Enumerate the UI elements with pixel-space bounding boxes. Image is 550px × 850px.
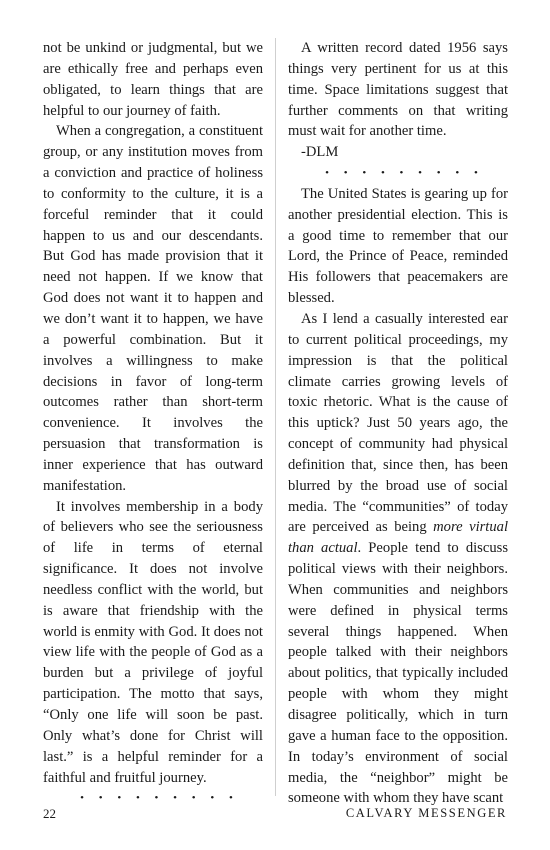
right-paragraph-2: The United States is gearing up for another presidential election. This is a good time to remember that our Lord, the Prince of Peace, reminded His followers that peacemakers are blessed.: [288, 185, 508, 307]
right-paragraph-1: A written record dated 1956 says things very pertinent for us at this time. Space limitations suggest that further comments on that writing must wait for another time.: [288, 40, 508, 140]
page-number: 22: [43, 806, 56, 821]
right-paragraph-3-text-a: As I lend a casually interested ear to current political proceedings, my impression is that the political climate carries growing levels of toxic rhetoric. What is the cause of this uptick? Just 50 years ago, the concept of community had physical definition that, since then, has been blurred by the broad use of social media. The “communities” of today are perceived as being: [288, 310, 508, 536]
right-paragraph-3-emphasis: more virtual than actual: [288, 519, 509, 557]
right-column: [288, 38, 508, 809]
publication-title: CALVARY MESSENGER: [345, 806, 507, 820]
left-paragraph-2: When a congregation, a constituent group, or any institution moves from a conviction and practice of holiness to conformity to the culture, it is a forceful reminder that it could happen to us and our descendants. But God has made provision that it need not happen. If we know that God does not want it to happen and we don’t want it to happen, we have a powerful combination. But it involves a willingness to make decisions in favor of long-term outcomes rather than short-term convenience. It involves the persuasion that transformation is inner experience that has outward manifestation.: [43, 123, 263, 494]
section-divider-dots: • • • • • • • • •: [325, 167, 484, 180]
left-column: [43, 38, 263, 809]
author-signature: -DLM: [301, 144, 339, 161]
right-paragraph-3-text-b: . People tend to discuss political views with their neighbors. When communities and neighbors were defined in physical terms several things happened. When people talked with their neighbors about politics, that typically included people with whom they might disagree politically, which in turn gave a human face to the opposition. In today’s environment of social media, the “neighbor” might be someone with whom they have scant: [288, 540, 508, 807]
right-paragraph-3: [288, 309, 508, 809]
section-divider-dots: • • • • • • • • •: [80, 792, 239, 805]
column-divider-rule: [275, 38, 276, 796]
left-paragraph-1: not be unkind or judgmental, but we are ethically free and perhaps even obligated, to learn things that are helpful to our journey of faith.: [43, 40, 263, 119]
left-paragraph-3: It involves membership in a body of believers who see the seriousness of life in terms of eternal significance. It does not involve needless conflict with the world, but is aware that friendship with the world is enmity with God. It does not view life with the people of God as a burden but a privilege of joyful participation. The motto that says, “Only one life will soon be past. Only what’s done for Christ will last.” is a helpful reminder for a faithful and fruitful journey.: [43, 498, 263, 786]
